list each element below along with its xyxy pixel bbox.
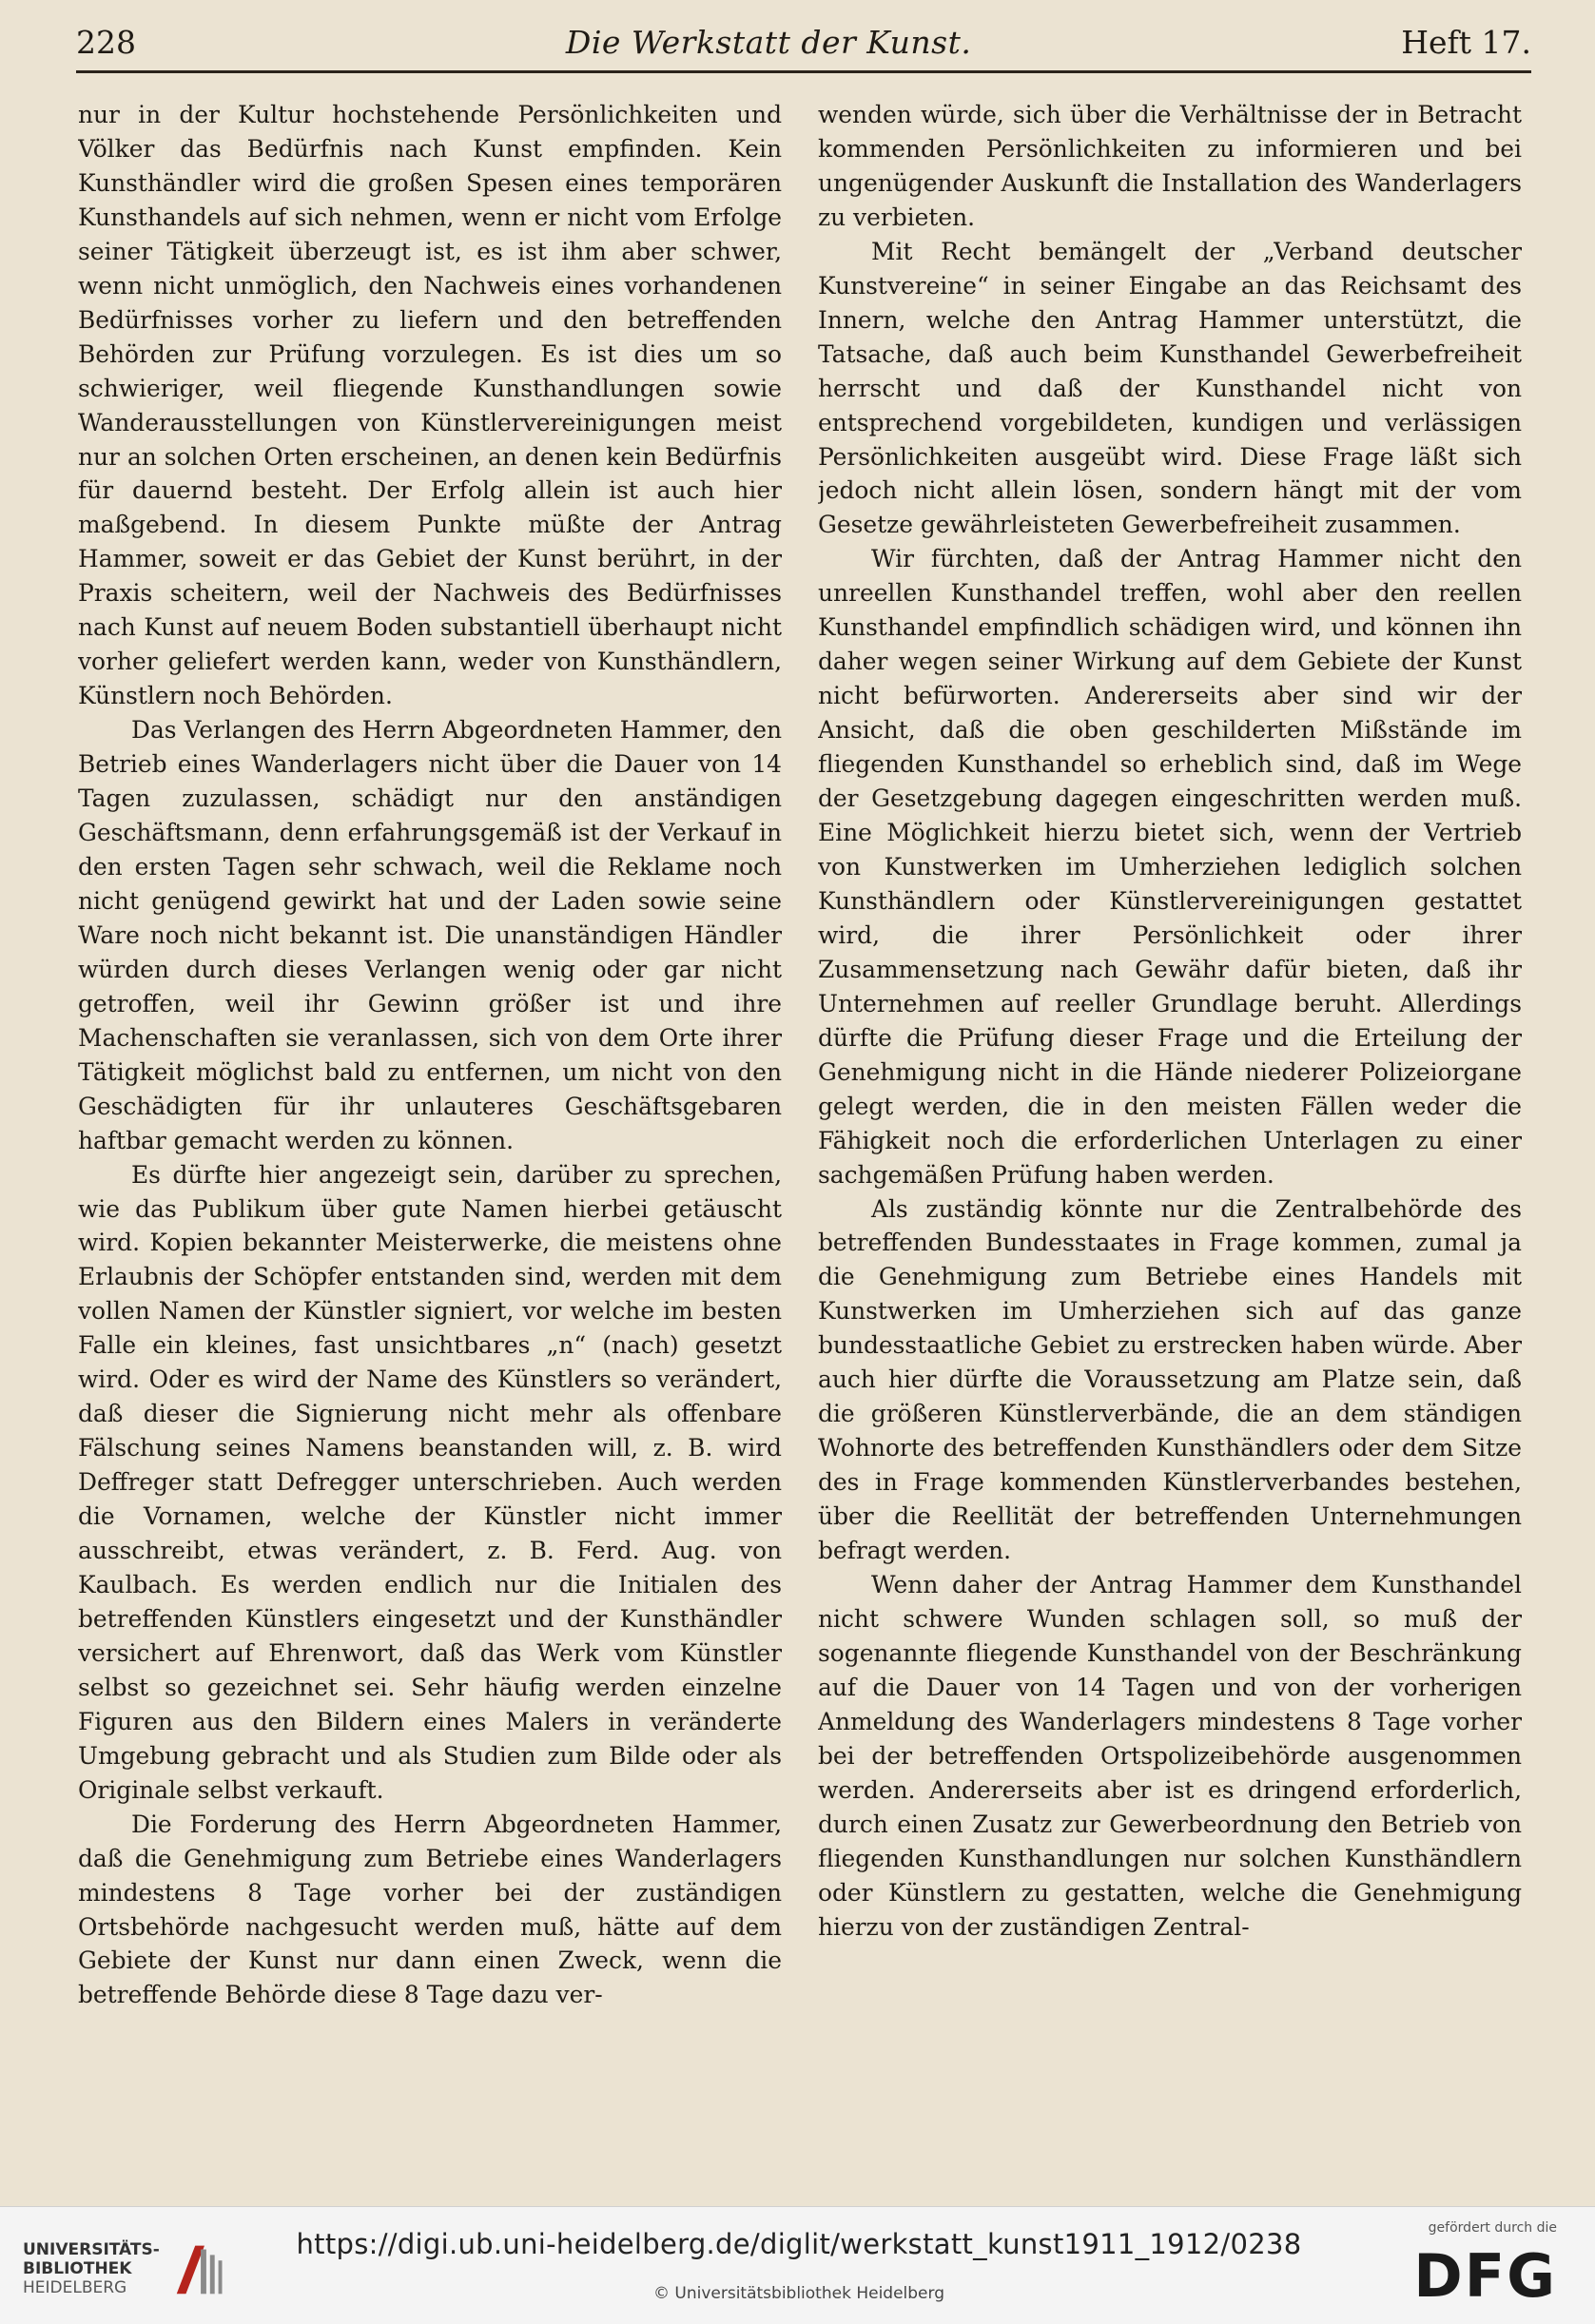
funder-logo[interactable] — [1395, 2220, 1557, 2315]
copyright-notice: © Universitätsbibliothek Heidelberg — [652, 2284, 944, 2303]
funding-caption: gefördert durch die — [1428, 2220, 1557, 2236]
library-name — [23, 2240, 160, 2297]
right-paragraph-2: Mit Recht bemängelt der „Verband deutscher Kunstvereine“ in seiner Eingabe an das Reichsamt des Innern, welche den Antrag Hammer unterstützt, die Tatsache, daß auch beim Kunsthandel Gewerbefreiheit herrscht und daß der Kunsthandel nicht von entsprechend vorgebildeten, kundigen und verlässigen Persönlichkeiten ausgeübt wird. Diese Frage läßt sich jedoch nicht allein lösen, sondern hängt mit der vom Gesetze gewährleisteten Gewerbefreiheit zusammen. — [818, 237, 1522, 539]
left-column — [78, 98, 782, 2161]
right-paragraph-1: wenden würde, sich über die Verhältnisse der in Betracht kommenden Persönlichkeiten zu informieren und bei ungenügender Auskunft die Installation des Wanderlagers zu verbieten. — [818, 101, 1522, 231]
issue-number: Heft 17. — [1401, 24, 1531, 61]
right-column — [818, 98, 1522, 2161]
page-number: 228 — [76, 24, 136, 61]
right-paragraph-5: Wenn daher der Antrag Hammer dem Kunsthandel nicht schwere Wunden schlagen soll, so muß der sogenannte fliegende Kunsthandel von der Beschränkung auf die Dauer von 14 Tagen und von der vorherigen Anmeldung des Wanderlagers mindestens 8 Tage vorher bei der betreffenden Ortspolizeibehörde ausgenommen werden. Andererseits aber ist es dringend erforderlich, durch einen Zusatz zur Gewerbeordnung den Betrieb von fliegenden Kunsthandlungen nur solchen Kunsthändlern oder Künstlern zu gestatten, welche die Genehmigung hierzu von der zuständigen Zentral- — [818, 1570, 1522, 1941]
library-emblem-icon — [167, 2236, 232, 2302]
library-logo[interactable] — [23, 2236, 232, 2302]
header-rule — [76, 70, 1531, 73]
right-paragraph-3: Wir fürchten, daß der Antrag Hammer nicht den unreellen Kunsthandel treffen, wohl aber den reellen Kunsthandel empfindlich schädigen wird, und können ihn daher wegen seiner Wirkung auf dem Gebiete der Kunst nicht befürworten. Andererseits aber sind wir der Ansicht, daß die oben geschilderten Mißstände im fliegenden Kunsthandel so erheblich sind, daß im Wege der Gesetzgebung dagegen eingeschritten werden muß. Eine Möglichkeit hierzu bietet sich, wenn der Vertrieb von Kunstwerken im Umherziehen lediglich solchen Kunsthändlern oder Künstlervereinigungen gestattet wird, die ihrer Persönlichkeit oder ihrer Zusammensetzung nach Gewähr dafür bieten, daß ihr Unternehmen auf reeller Grundlage beruht. Allerdings dürfte die Prüfung dieser Frage und die Erteilung der Genehmigung nicht in die Hände niederer Polizeiorgane gelegt werden, die in den meisten Fällen weder die Fähigkeit noch die erforderlichen Unterlagen zu einer sachgemäßen Prüfung haben werden. — [818, 545, 1522, 1189]
viewer-footer — [0, 2206, 1595, 2324]
left-paragraph-3: Es dürfte hier angezeigt sein, darüber zu sprechen, wie das Publikum über gute Namen hierbei getäuscht wird. Kopien bekannter Meisterwerke, die meistens ohne Erlaubnis der Schöpfer entstanden sind, werden mit dem vollen Namen der Künstler signiert, vor welche im besten Falle ein kleines, fast unsichtbares „n“ (nach) gesetzt wird. Oder es wird der Name des Künstlers so verändert, daß dieser die Signierung nicht mehr als offenbare Fälschung seines Namens beanstanden will, z. B. wird Deffreger statt Defregger unterschrieben. Auch werden die Vornamen, welche der Künstler nicht immer ausschreibt, etwas verändert, z. B. Ferd. Aug. von Kaulbach. Es werden endlich nur die Initialen des betreffenden Künstlers eingesetzt und der Kunsthändler versichert auf Ehrenwort, daß das Werk vom Künstler selbst so gezeichnet sei. Sehr häufig werden einzelne Figuren aus den Bildern eines Malers in veränderte Umgebung gebracht und als Studien zum Bilde oder als Originale selbst verkauft. — [78, 1160, 782, 1804]
left-paragraph-1: nur in der Kultur hochstehende Persönlichkeiten und Völker das Bedürfnis nach Kunst empfinden. Kein Kunsthändler wird die großen Spesen eines temporären Kunsthandels auf sich nehmen, wenn er nicht vom Erfolge seiner Tätigkeit überzeugt ist, es ist ihm aber schwer, wenn nicht unmöglich, den Nachweis eines vorhandenen Bedürfnisses vorher zu liefern und den betreffenden Behörden zur Prüfung vorzulegen. Es ist dies um so schwieriger, weil fliegende Kunsthandlungen sowie Wanderausstellungen von Künstlervereinigungen meist nur an solchen Orten erscheinen, an denen kein Bedürfnis für dauernd besteht. Der Erfolg allein ist auch hier maßgebend. In diesem Punkte müßte der Antrag Hammer, soweit er das Gebiet der Kunst berührt, in der Praxis scheitern, weil der Nachweis des Bedürfnisses nach Kunst auf neuem Boden substantiell überhaupt nicht vorher geliefert werden kann, weder von Kunsthändlern, Künstlern noch Behörden. — [78, 101, 782, 710]
left-paragraph-2: Das Verlangen des Herrn Abgeordneten Hammer, den Betrieb eines Wanderlagers nicht über die Dauer von 14 Tagen zuzulassen, schädigt nur den anständigen Geschäftsmann, denn erfahrungsgemäß ist der Verkauf in den ersten Tagen sehr schwach, weil die Reklame noch nicht genügend gewirkt hat und der Laden sowie seine Ware noch nicht bekannt ist. Die unanständigen Händler würden durch dieses Verlangen wenig oder gar nicht getroffen, weil ihr Gewinn größer ist und ihre Machenschaften sie veranlassen, sich von dem Orte ihrer Tätigkeit möglichst bald zu entfernen, um nicht von den Geschädigten für ihr unlauteres Geschäftsgebaren haftbar gemacht werden zu können. — [78, 716, 782, 1154]
running-header — [76, 17, 1531, 61]
library-line-3: HEIDELBERG — [23, 2278, 127, 2297]
right-paragraph-4: Als zuständig könnte nur die Zentralbehörde des betreffenden Bundesstaates in Frage kommen, zumal ja die Genehmigung zum Betriebe eines Handels mit Kunstwerken im Umherziehen sich auf das ganze bundesstaatliche Gebiet zu erstrecken haben würde. Aber auch hier dürfte die Voraussetzung am Platze sein, daß die größeren Künstlerverbände, die an dem ständigen Wohnorte des betreffenden Kunsthändlers oder dem Sitze des in Frage kommenden Künstlerverbandes bestehen, über die Reellität der betreffenden Unternehmungen befragt werden. — [818, 1194, 1522, 1565]
permalink-url[interactable]: https://digi.ub.uni-heidelberg.de/diglit/werkstatt_kunst1911_1912/0238 — [296, 2228, 1302, 2260]
library-line-2: BIBLIOTHEK — [23, 2259, 132, 2278]
library-line-1: UNIVERSITÄTS- — [23, 2240, 160, 2259]
dfg-wordmark: DFG — [1413, 2241, 1557, 2311]
journal-title: Die Werkstatt der Kunst. — [565, 24, 972, 61]
left-paragraph-4: Die Forderung des Herrn Abgeordneten Hammer, daß die Genehmigung zum Betriebe eines Wanderlagers mindestens 8 Tage vorher bei der zuständigen Ortsbehörde nachgesucht werden muß, hätte auf dem Gebiete der Kunst nur dann einen Zweck, wenn die betreffende Behörde diese 8 Tage dazu ver- — [78, 1810, 782, 2009]
